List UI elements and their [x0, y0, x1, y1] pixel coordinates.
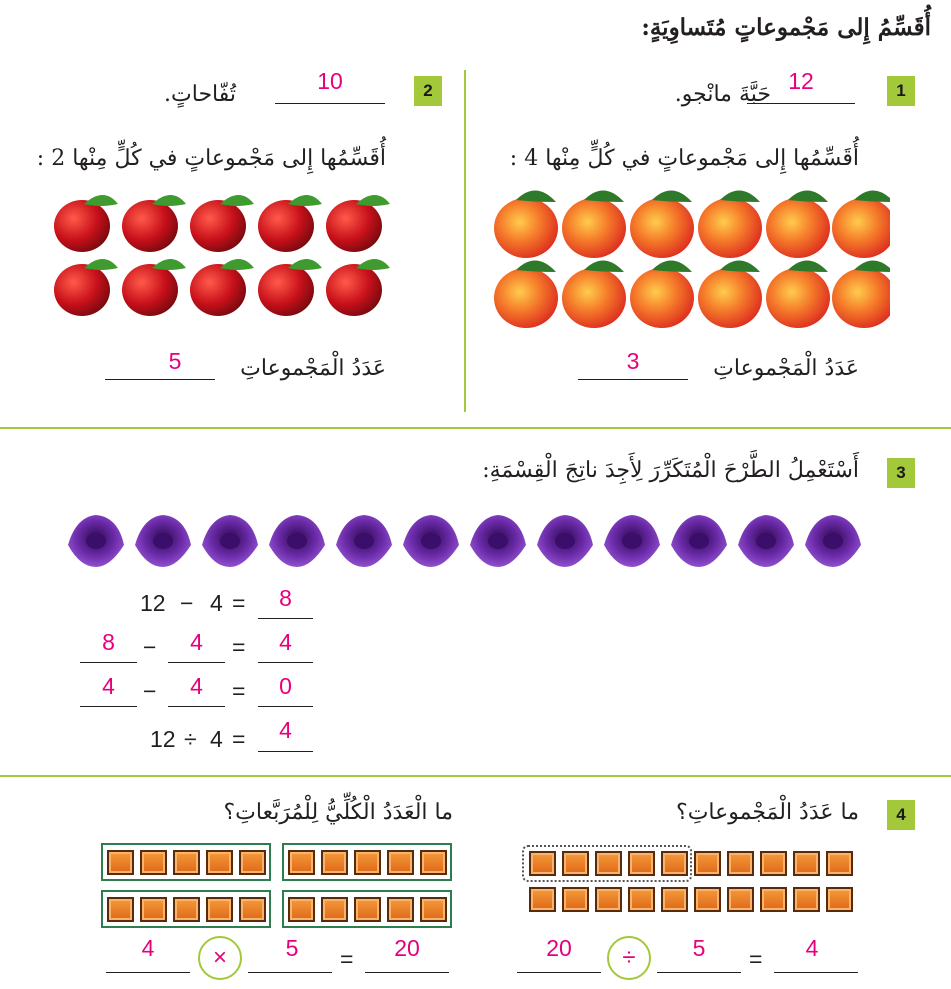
orange-square [793, 887, 820, 912]
q4-right-question: ما عَدَدُ الْمَجْموعاتِ؟ [676, 800, 859, 825]
q3-row4-op: ÷ [184, 726, 197, 752]
section-divider-2 [0, 775, 951, 777]
orange-square [628, 887, 655, 912]
q3-row2-mid-line[interactable] [168, 662, 225, 663]
q4-left-a-line[interactable] [106, 972, 190, 973]
q4-left-b: 5 [285, 935, 299, 961]
orange-square [107, 897, 134, 922]
orange-square [760, 851, 787, 876]
orange-square [694, 887, 721, 912]
orange-square [562, 851, 589, 876]
orange-square [387, 850, 414, 875]
mango-images [490, 190, 890, 330]
orange-square [206, 897, 233, 922]
orange-square [354, 850, 381, 875]
q4-right-c-line[interactable] [774, 972, 858, 973]
q3-row1-mid: 4 [210, 590, 223, 616]
q3-row4-result-line[interactable] [258, 751, 313, 752]
orange-square [661, 851, 688, 876]
orange-square [387, 897, 414, 922]
orange-square [661, 887, 688, 912]
q2-item-label: تُفّاحاتٍ. [164, 82, 236, 107]
orange-square [727, 887, 754, 912]
orange-square [628, 851, 655, 876]
orange-square [760, 887, 787, 912]
q3-row3-eq: = [232, 678, 246, 704]
question-3-badge: 3 [887, 458, 915, 488]
q3-row3-op: − [143, 678, 157, 704]
q1-groups-label: عَدَدُ الْمَجْموعاتِ [713, 356, 859, 381]
orange-square [694, 851, 721, 876]
orange-square [321, 850, 348, 875]
section-divider-1 [0, 427, 951, 429]
q4-left-eq: = [340, 946, 354, 972]
q4-right-c: 4 [805, 935, 819, 961]
orange-square [793, 851, 820, 876]
orange-square [140, 850, 167, 875]
orange-square [107, 850, 134, 875]
q4-right-op-circle[interactable]: ÷ [607, 936, 651, 980]
q3-row3-result: 0 [279, 673, 292, 699]
orange-square [288, 897, 315, 922]
q3-row3-left-line[interactable] [80, 706, 137, 707]
q3-row2-mid: 4 [190, 629, 203, 655]
orange-square [595, 851, 622, 876]
orange-square [529, 851, 556, 876]
q4-right-a-line[interactable] [517, 972, 601, 973]
q4-left-op-circle[interactable]: × [198, 936, 242, 980]
orange-square [354, 897, 381, 922]
q2-groups-answer: 5 [168, 348, 182, 374]
orange-square [173, 897, 200, 922]
question-4-badge: 4 [887, 800, 915, 830]
q2-count-line[interactable] [275, 103, 385, 104]
q4-left-c-line[interactable] [365, 972, 449, 973]
orange-square [288, 850, 315, 875]
rose-images [62, 510, 872, 572]
question-1-badge: 1 [887, 76, 915, 106]
q2-instruction: أُقَسِّمُها إِلى مَجْموعاتٍ في كُلٍّ مِنْها 2 : [36, 146, 386, 171]
orange-square [206, 850, 233, 875]
q3-row3-mid: 4 [190, 673, 203, 699]
q3-row4-eq: = [232, 726, 246, 752]
orange-square [595, 887, 622, 912]
q3-row3-mid-line[interactable] [168, 706, 225, 707]
orange-square [420, 897, 447, 922]
q3-row1-result-line[interactable] [258, 618, 313, 619]
q3-row1-result: 8 [279, 585, 292, 611]
q3-row1-left: 12 [140, 590, 166, 616]
q1-count-line[interactable] [747, 103, 855, 104]
q3-row4-mid: 4 [210, 726, 223, 752]
q2-count-answer: 10 [317, 68, 343, 94]
q3-row3-result-line[interactable] [258, 706, 313, 707]
orange-square [826, 887, 853, 912]
q3-row2-eq: = [232, 634, 246, 660]
q4-left-c: 20 [394, 935, 420, 961]
question-2-badge: 2 [414, 76, 442, 106]
orange-square [529, 887, 556, 912]
orange-square [173, 850, 200, 875]
q3-row1-eq: = [232, 590, 246, 616]
q3-row1-op: − [180, 590, 194, 616]
q2-groups-label: عَدَدُ الْمَجْموعاتِ [240, 356, 386, 381]
orange-square [239, 850, 266, 875]
page-title: أُقَسِّمُ إِلى مَجْموعاتٍ مُتَساوِيَةٍ: [641, 14, 931, 41]
q4-left-question: ما الْعَدَدُ الْكُلِّيُّ لِلْمُرَبَّعاتِ؟ [223, 800, 453, 825]
q3-row2-result: 4 [279, 629, 292, 655]
q3-instruction: أَسْتَعْمِلُ الطَّرْحَ الْمُتَكَرِّرَ لِأَجِدَ ناتِجَ الْقِسْمَةِ: [482, 458, 859, 483]
q4-right-eq: = [749, 946, 763, 972]
orange-square [420, 850, 447, 875]
q3-row2-left-line[interactable] [80, 662, 137, 663]
orange-square [562, 887, 589, 912]
q1-groups-line[interactable] [578, 379, 688, 380]
q4-right-b: 5 [692, 935, 706, 961]
orange-square [727, 851, 754, 876]
q3-row2-op: − [143, 634, 157, 660]
column-divider [464, 70, 466, 412]
orange-square [140, 897, 167, 922]
q4-left-a: 4 [141, 935, 155, 961]
orange-square [826, 851, 853, 876]
q3-row4-result: 4 [279, 717, 292, 743]
q4-right-a: 20 [546, 935, 572, 961]
q3-row4-left: 12 [150, 726, 176, 752]
q4-left-b-line[interactable] [248, 972, 332, 973]
orange-square [321, 897, 348, 922]
orange-square [239, 897, 266, 922]
q3-row2-result-line[interactable] [258, 662, 313, 663]
apple-images [50, 192, 390, 322]
q1-groups-answer: 3 [626, 348, 640, 374]
q3-row3-left: 4 [102, 673, 115, 699]
q4-right-b-line[interactable] [657, 972, 741, 973]
q1-instruction: أُقَسِّمُها إِلى مَجْموعاتٍ في كُلٍّ مِنْها 4 : [509, 146, 859, 171]
q2-groups-line[interactable] [105, 379, 215, 380]
q3-row2-left: 8 [102, 629, 115, 655]
q1-count-answer: 12 [788, 68, 814, 94]
q1-item-label: حَبَّةَ مانْجو. [674, 82, 771, 107]
